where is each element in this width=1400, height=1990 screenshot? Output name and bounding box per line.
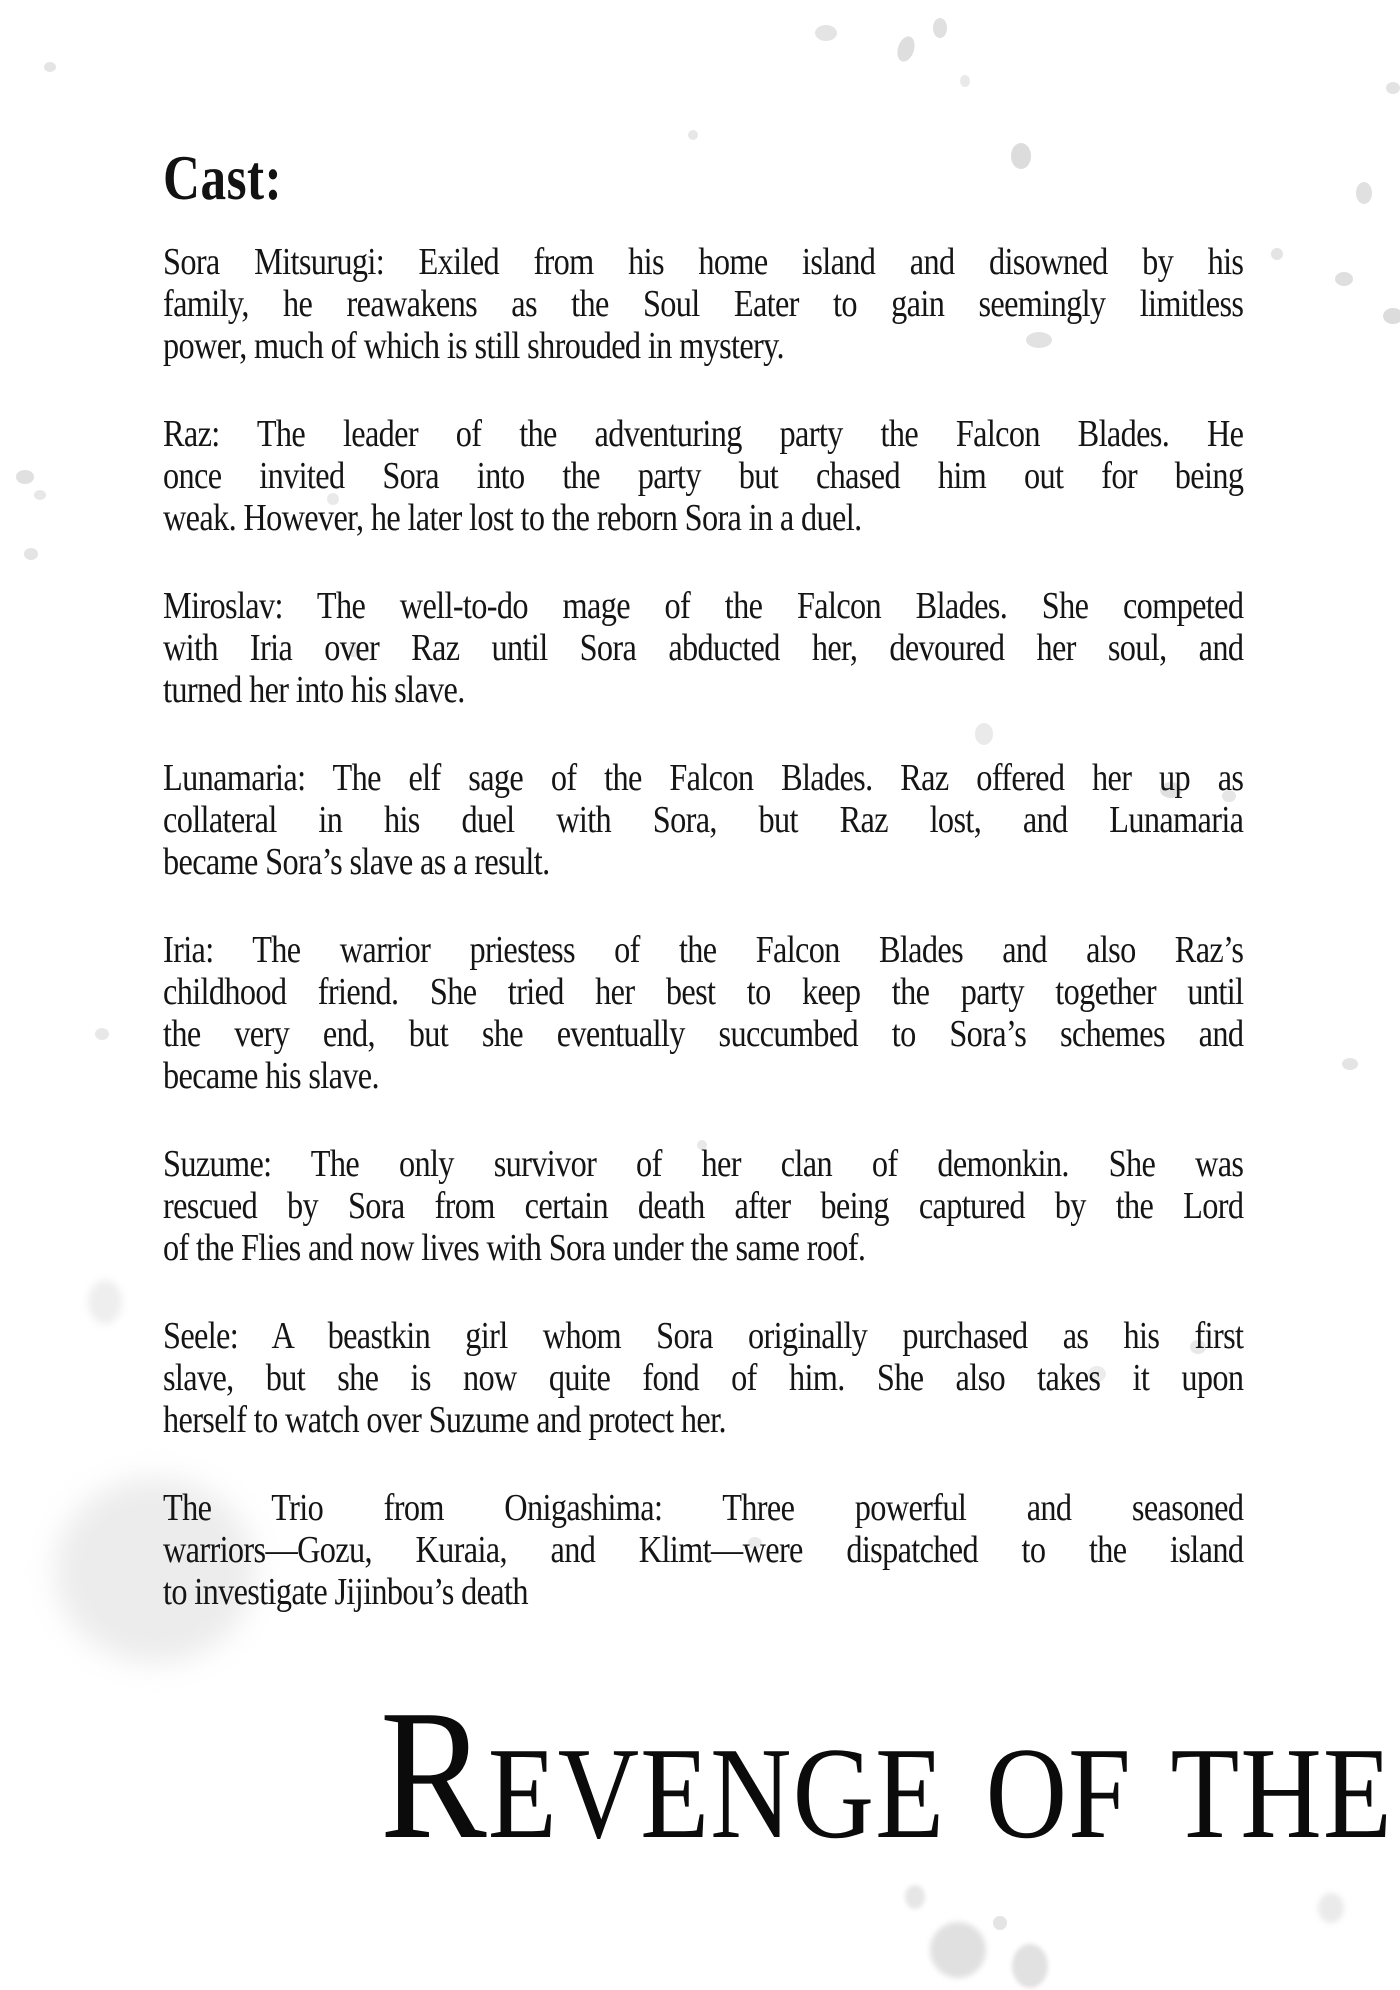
cast-paragraph bbox=[163, 929, 1400, 1097]
cast-line: rescued by Sora from certain death after being captured by the Lord bbox=[163, 1185, 1244, 1227]
title-initial-cap: R bbox=[380, 1672, 488, 1878]
cast-line: Sora Mitsurugi: Exiled from his home island and disowned by his bbox=[163, 241, 1244, 283]
cast-line: Raz: The leader of the adventuring party the Falcon Blades. He bbox=[163, 413, 1244, 455]
paper-speckle bbox=[24, 548, 38, 560]
cast-line: Suzume: The only survivor of her clan of demonkin. She was bbox=[163, 1143, 1244, 1185]
cast-line: slave, but she is now quite fond of him. She also takes it upon bbox=[163, 1357, 1244, 1399]
series-title bbox=[380, 1672, 1393, 1878]
paper-speckle bbox=[34, 490, 46, 500]
cast-line: became Sora’s slave as a result. bbox=[163, 841, 550, 883]
cast-line: childhood friend. She tried her best to keep the party together until bbox=[163, 971, 1244, 1013]
cast-list bbox=[163, 241, 1400, 1613]
paper-speckle bbox=[88, 1280, 122, 1324]
cast-paragraph bbox=[163, 413, 1400, 539]
paper-stain bbox=[1012, 1944, 1048, 1988]
cast-line: turned her into his slave. bbox=[163, 669, 465, 711]
cast-line: became his slave. bbox=[163, 1055, 379, 1097]
cast-line: weak. However, he later lost to the reborn Sora in a duel. bbox=[163, 497, 862, 539]
cast-line: The Trio from Onigashima: Three powerful and seasoned bbox=[163, 1487, 1244, 1529]
cast-line: family, he reawakens as the Soul Eater to gain seemingly limitless bbox=[163, 283, 1244, 325]
cast-section bbox=[163, 0, 1400, 1659]
cast-line: Miroslav: The well-to-do mage of the Falcon Blades. She competed bbox=[163, 585, 1244, 627]
cast-line: to investigate Jijinbou’s death bbox=[163, 1571, 528, 1613]
cast-heading: Cast: bbox=[163, 142, 283, 213]
cast-line: warriors—Gozu, Kuraia, and Klimt—were dispatched to the island bbox=[163, 1529, 1244, 1571]
paper-speckle bbox=[95, 1028, 109, 1040]
cast-line: power, much of which is still shrouded in mystery. bbox=[163, 325, 784, 367]
paper-speckle bbox=[44, 62, 56, 72]
paper-speckle bbox=[1318, 1893, 1344, 1923]
paper-speckle bbox=[905, 1885, 925, 1909]
cast-line: of the Flies and now lives with Sora under the same roof. bbox=[163, 1227, 866, 1269]
cast-line: the very end, but she eventually succumbed to Sora’s schemes and bbox=[163, 1013, 1244, 1055]
cast-paragraph bbox=[163, 1143, 1400, 1269]
title-rest: EVENGE OF THE bbox=[487, 1721, 1393, 1866]
cast-paragraph bbox=[163, 241, 1400, 367]
paper-speckle bbox=[993, 1916, 1007, 1930]
paper-speckle bbox=[16, 470, 34, 484]
cast-line: with Iria over Raz until Sora abducted her, devoured her soul, and bbox=[163, 627, 1244, 669]
cast-line: Seele: A beastkin girl whom Sora originally purchased as his first bbox=[163, 1315, 1244, 1357]
cast-paragraph bbox=[163, 585, 1400, 711]
cast-paragraph bbox=[163, 757, 1400, 883]
cast-line: Iria: The warrior priestess of the Falcon Blades and also Raz’s bbox=[163, 929, 1244, 971]
cast-line: herself to watch over Suzume and protect her. bbox=[163, 1399, 726, 1441]
cast-line: Lunamaria: The elf sage of the Falcon Blades. Raz offered her up as bbox=[163, 757, 1244, 799]
cast-paragraph bbox=[163, 1315, 1400, 1441]
cast-line: collateral in his duel with Sora, but Raz lost, and Lunamaria bbox=[163, 799, 1244, 841]
paper-stain bbox=[930, 1922, 986, 1978]
cast-paragraph bbox=[163, 1487, 1400, 1613]
cast-line: once invited Sora into the party but chased him out for being bbox=[163, 455, 1244, 497]
